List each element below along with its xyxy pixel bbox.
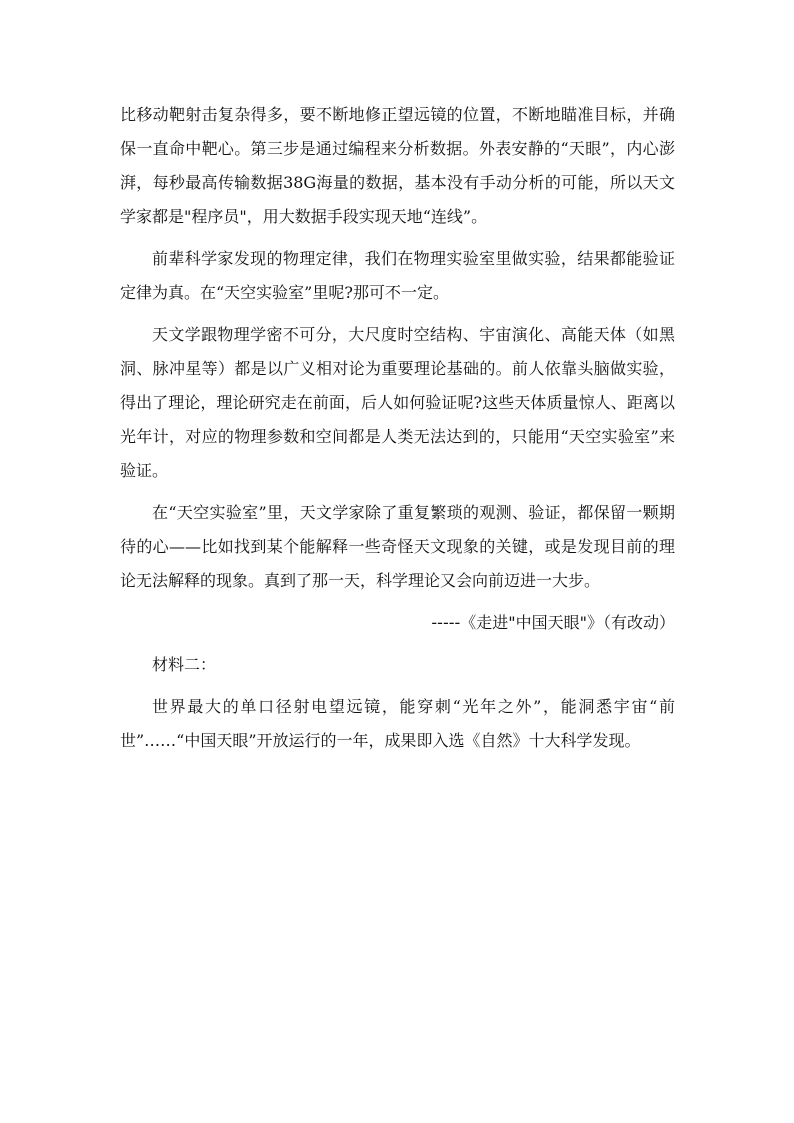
paragraph-material-two: 世界最大的单口径射电望远镜，能穿刺“光年之外”，能洞悉宇宙“前世”……“中国天眼”开放运行的一年，成果即入选《自然》十大科学发现。 bbox=[120, 697, 675, 750]
material-two-label: 材料二： bbox=[152, 655, 217, 674]
paragraph-sky-laboratory: 在“天空实验室”里，天文学家除了重复繁琐的观测、验证，都保留一颗期待的心——比如找到某个能解释一些奇怪天文现象的关键，或是发现目前的理论无法解释的现象。真到了那一天，科学理论又会向前迈进一大步。 bbox=[120, 503, 675, 590]
paragraph-continuation: 比移动靶射击复杂得多，要不断地修正望远镜的位置，不断地瞄准目标，并确保一直命中靶心。第三步是通过编程来分析数据。外表安静的“天眼”，内心澎湃，每秒最高传输数据38G海量的数据，基本没有手动分析的可能，所以天文学家都是"程序员"，用大数据手段实现天地“连线”。 bbox=[120, 105, 675, 226]
source-citation: -----《走进"中国天眼"》（有改动） bbox=[431, 613, 675, 632]
document-body bbox=[120, 98, 675, 766]
paragraph-physics-laws: 前辈科学家发现的物理定律，我们在物理实验室里做实验，结果都能验证定律为真。在“天空实验室”里呢?那可不一定。 bbox=[120, 249, 675, 302]
paragraph-astronomy-physics: 天文学跟物理学密不可分，大尺度时空结构、宇宙演化、高能天体（如黑洞、脉冲星等）都是以广义相对论为重要理论基础的。前人依靠头脑做实验，得出了理论，理论研究走在前面，后人如何验证呢?这些天体质量惊人、距离以光年计，对应的物理参数和空间都是人类无法达到的，只能用“天空实验室”来验证。 bbox=[120, 325, 675, 480]
